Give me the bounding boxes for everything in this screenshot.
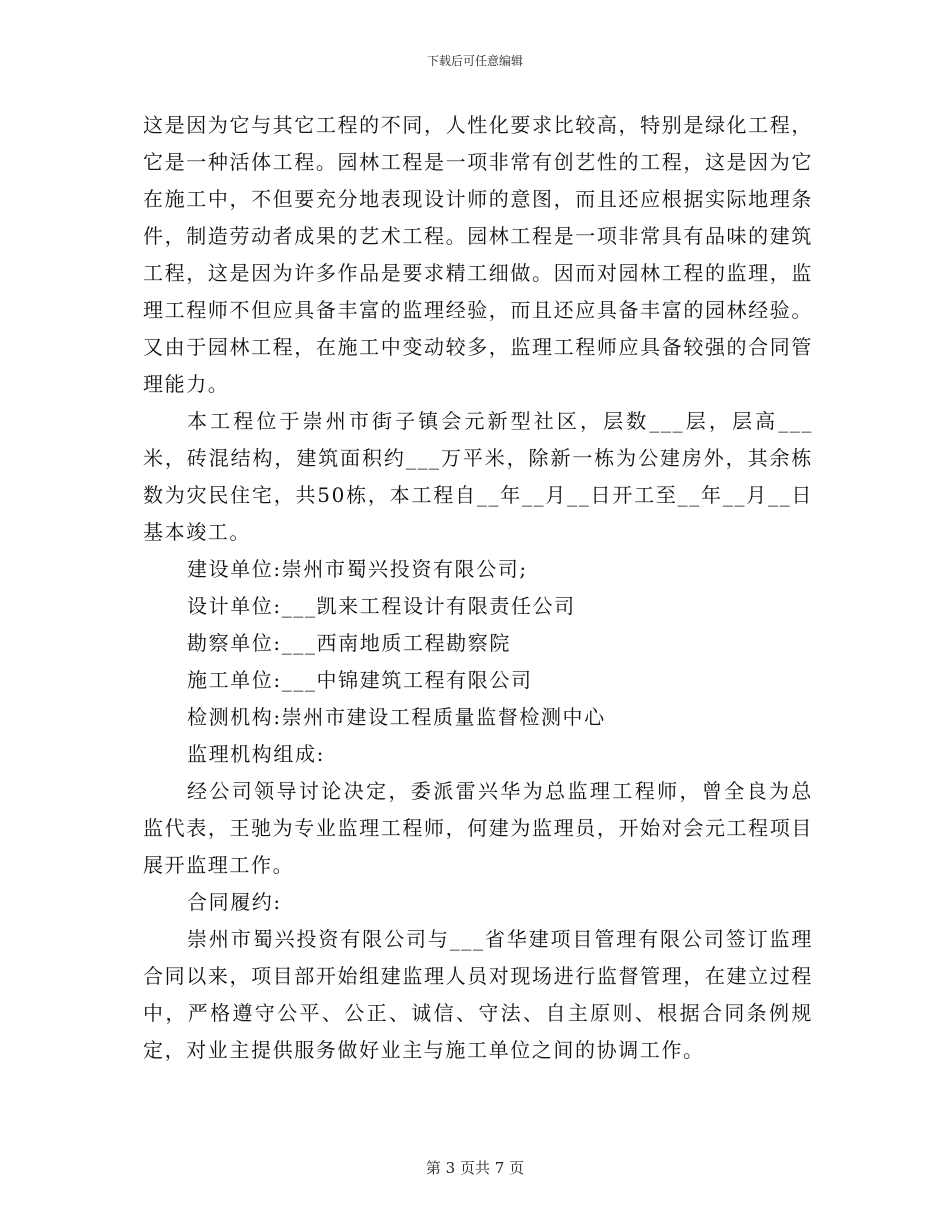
paragraph-survey-unit: 勘察单位:___西南地质工程勘察院 <box>187 631 511 655</box>
paragraph-contract-details: 崇州市蜀兴投资有限公司与___省华建项目管理有限公司签订监理合同以来，项目部开始组建监理人员对现场进行监督管理，在建立过程中，严格遵守公平、公正、诚信、守法、自主原则、根据合同条例规定，对业主提供服务做好业主与施工单位之间的协调工作。 <box>143 927 813 1062</box>
paragraph-supervision-team: 经公司领导讨论决定，委派雷兴华为总监理工程师，曾全良为总监代表，王驰为专业监理工程师，何建为监理员，开始对会元工程项目展开监理工作。 <box>143 779 813 877</box>
paragraph-contract-heading: 合同履约: <box>187 890 282 914</box>
page-header: 下载后可任意编辑 <box>426 54 523 68</box>
paragraph-construction-unit: 建设单位:崇州市蜀兴投资有限公司; <box>187 557 528 581</box>
paragraph-design-unit: 设计单位:___凯来工程设计有限责任公司 <box>187 594 576 618</box>
paragraph-supervision-heading: 监理机构组成: <box>187 742 325 766</box>
paragraph-builder-unit: 施工单位:___中锦建筑工程有限公司 <box>187 668 533 692</box>
paragraph-continuation: 这是因为它与其它工程的不同，人性化要求比较高，特别是绿化工程，它是一种活体工程。园林工程是一项非常有创艺性的工程，这是因为它在施工中，不但要充分地表现设计师的意图，而且还应根据实际地理条件，制造劳动者成果的艺术工程。园林工程是一项非常具有品味的建筑工程，这是因为许多作品是要求精工细做。因而对园林工程的监理，监理工程师不但应具备丰富的监理经验，而且还应具备丰富的园林经验。又由于园林工程，在施工中变动较多，监理工程师应具备较强的合同管理能力。 <box>143 113 813 396</box>
paragraph-testing-agency: 检测机构:崇州市建设工程质量监督检测中心 <box>187 705 606 729</box>
page-footer: 第 3 页共 7 页 <box>425 1159 525 1177</box>
document-body <box>143 107 813 1069</box>
paragraph-project-overview: 本工程位于崇州市街子镇会元新型社区，层数___层，层高___米，砖混结构，建筑面积约___万平米，除新一栋为公建房外，其余栋数为灾民住宅，共50栋，本工程自__年__月__日开工至__年__月__日基本竣工。 <box>143 409 813 544</box>
